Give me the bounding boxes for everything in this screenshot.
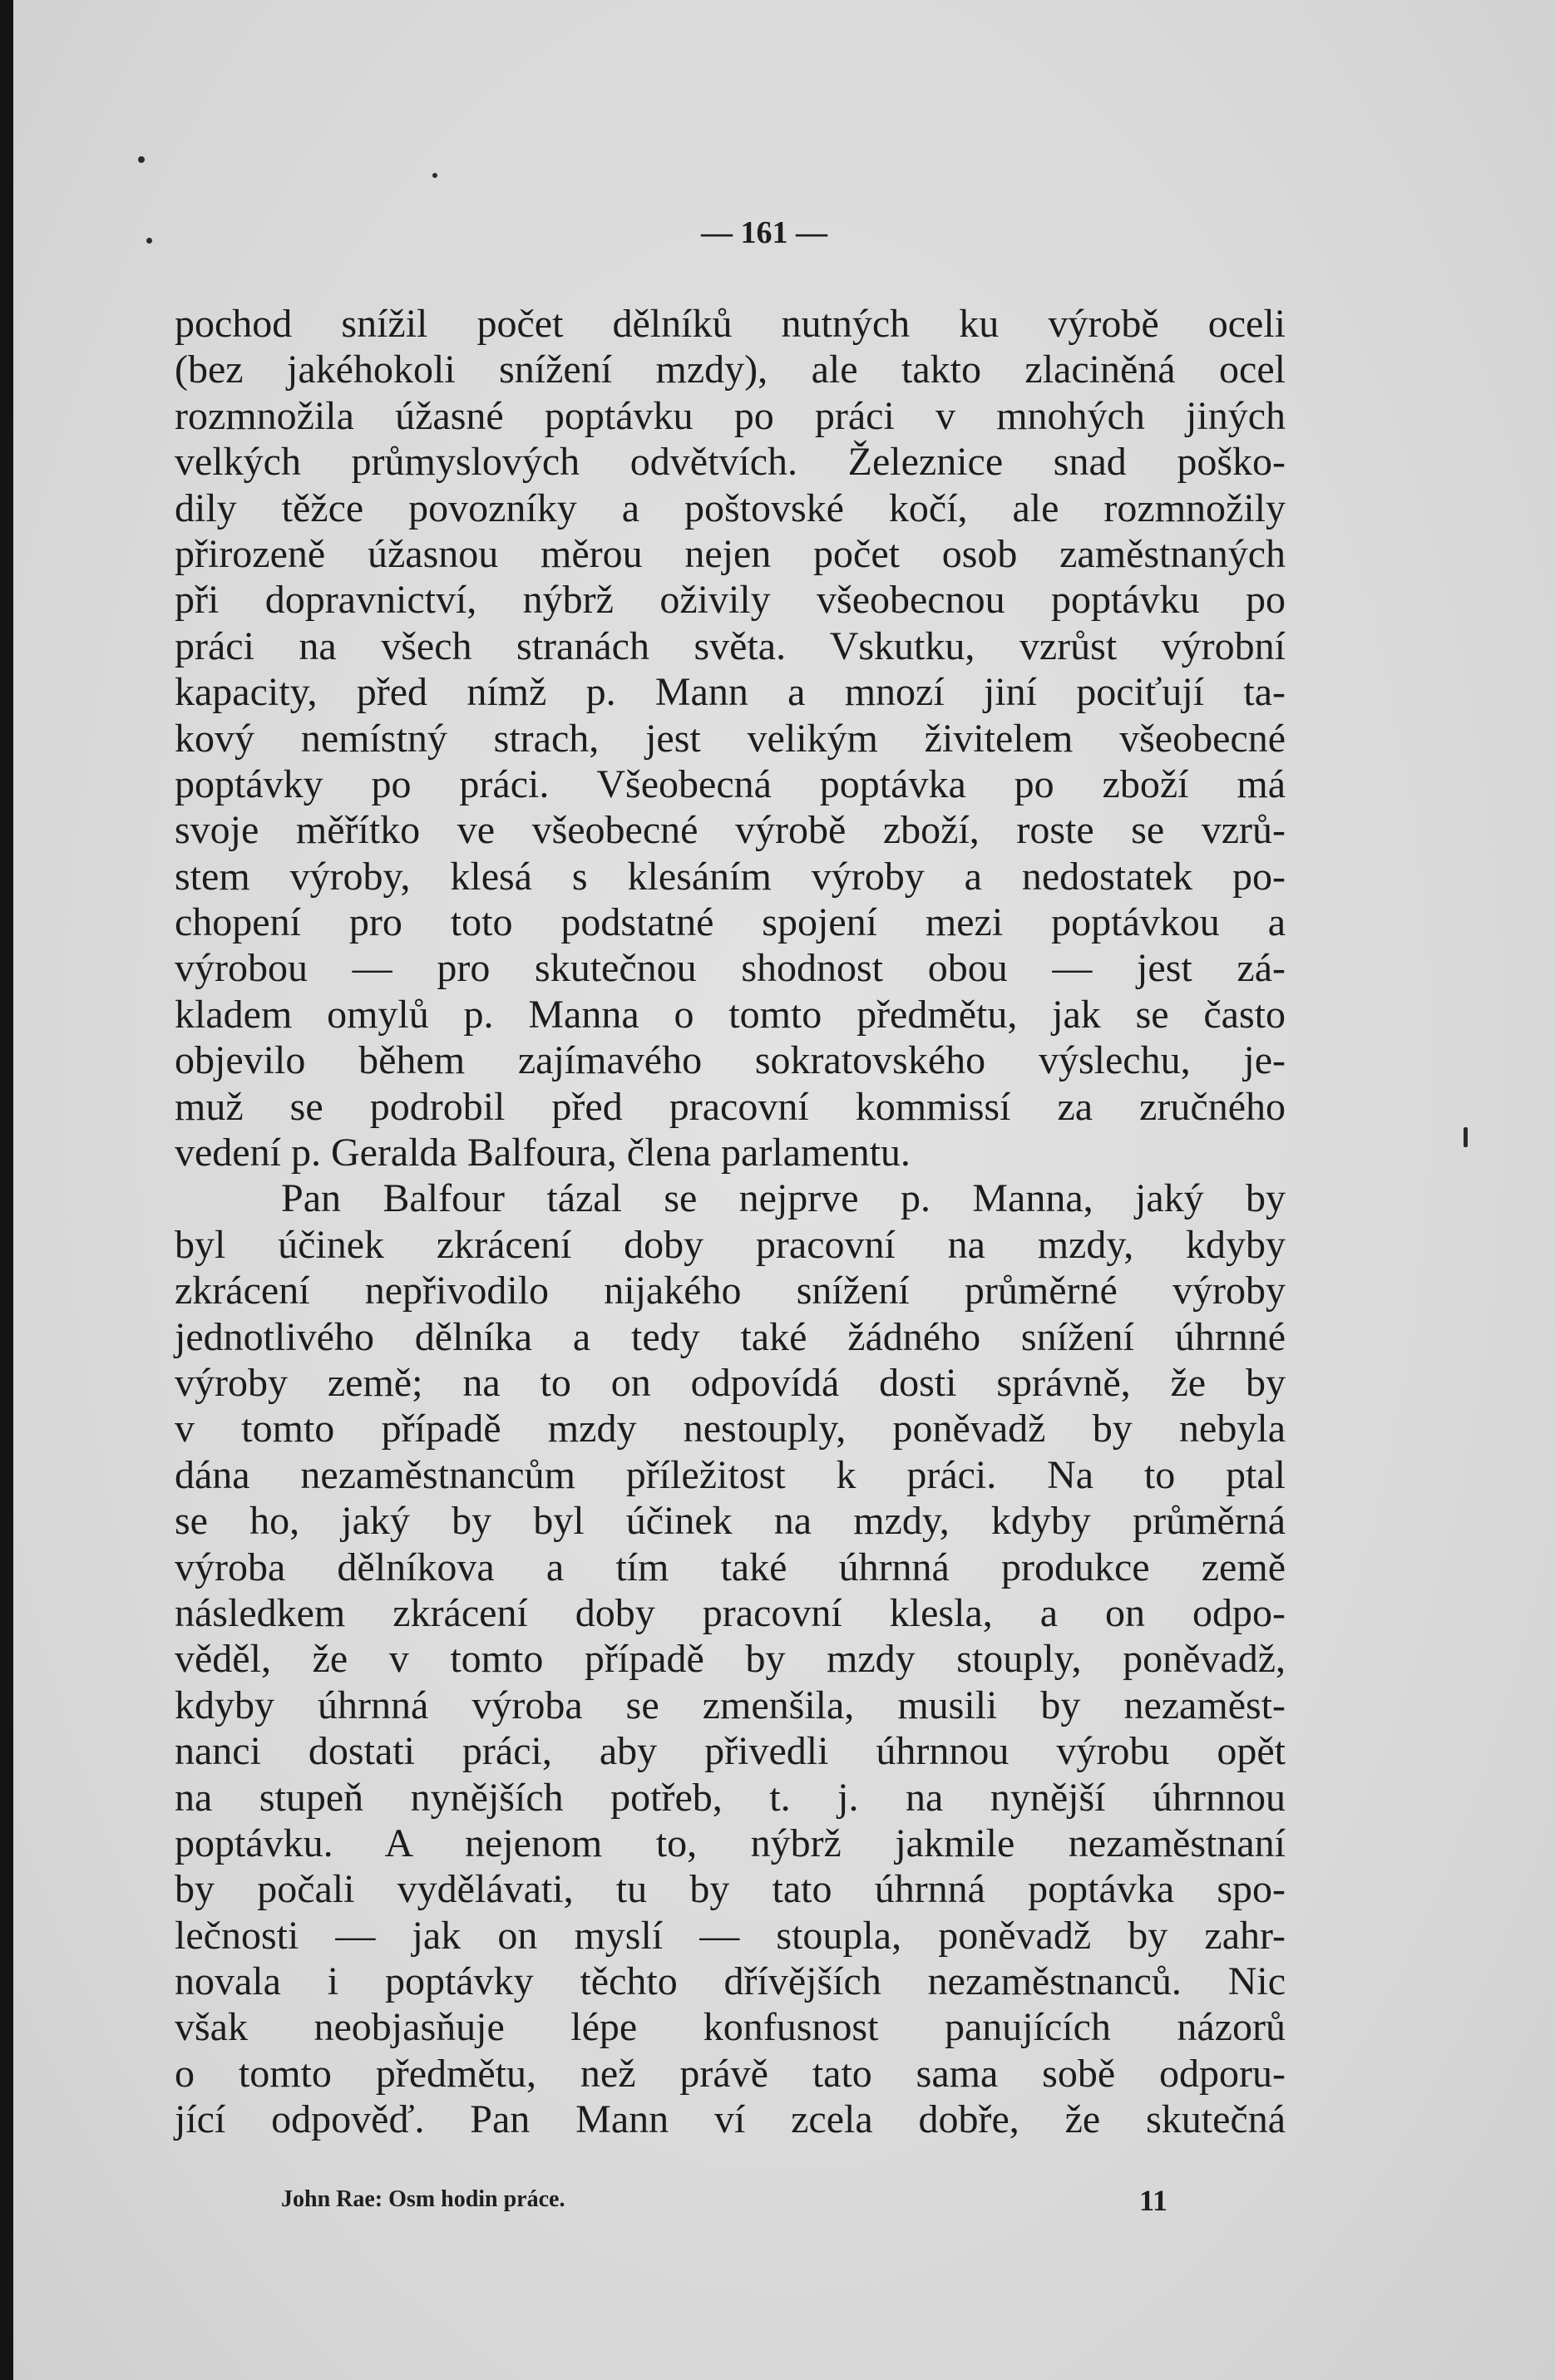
text-line: práci na všech stranách světa. Vskutku, vzrůst výrobní <box>175 623 1286 668</box>
text-line: však neobjasňuje lépe konfusnost panujících názorů <box>175 2005 1286 2050</box>
text-line: stem výroby, klesá s klesáním výroby a nedostatek po- <box>175 854 1286 899</box>
text-line: výrobou — pro skutečnou shodnost obou — jest zá- <box>175 946 1286 991</box>
text-line: (bez jakéhokoli snížení mzdy), ale takto zlaciněná ocel <box>175 347 1286 392</box>
text-line: lečnosti — jak on myslí — stoupla, poněvadž by zahr- <box>175 1913 1286 1958</box>
text-line: poptávky po práci. Všeobecná poptávka po zboží má <box>175 761 1286 806</box>
page-number: — 161 — <box>701 215 827 250</box>
text-line: kdyby úhrnná výroba se zmenšila, musili by nezaměst- <box>175 1683 1286 1727</box>
text-line: dána nezaměstnancům příležitost k práci. Na to ptal <box>175 1452 1286 1497</box>
text-line: v tomto případě mzdy nestouply, poněvadž by nebyla <box>175 1407 1286 1451</box>
text-line: kový nemístný strach, jest velikým živitelem všeobecné <box>175 716 1286 761</box>
text-line: by počali vydělávati, tu by tato úhrnná poptávka spo- <box>175 1867 1286 1912</box>
text-line: jednotlivého dělníka a tedy také žádného snížení úhrnné <box>175 1314 1286 1359</box>
text-line: novala i poptávky těchto dřívějších nezaměstnanců. Nic <box>175 1959 1286 2004</box>
text-line: vedení p. Geralda Balfoura, člena parlamentu. <box>175 1131 911 1175</box>
text-line: velkých průmyslových odvětvích. Železnice snad poško- <box>175 440 1286 485</box>
text-line: byl účinek zkrácení doby pracovní na mzdy, kdyby <box>175 1222 1286 1267</box>
text-line: pochod snížil počet dělníků nutných ku výrobě oceli <box>175 302 1286 346</box>
text-line: věděl, že v tomto případě by mzdy stouply, poněvadž, <box>175 1637 1286 1682</box>
text-line: Pan Balfour tázal se nejprve p. Manna, jaký by <box>281 1176 1286 1221</box>
text-line: následkem zkrácení doby pracovní klesla, a on odpo- <box>175 1590 1286 1635</box>
body-text <box>175 301 1286 2143</box>
text-line: objevilo během zajímavého sokratovského výslechu, je- <box>175 1038 1286 1083</box>
text-line: o tomto předmětu, než právě tato sama sobě odporu- <box>175 2051 1286 2096</box>
text-line: kladem omylů p. Manna o tomto předmětu, jak se často <box>175 992 1286 1037</box>
text-line: kapacity, před nímž p. Mann a mnozí jiní pociťují ta- <box>175 670 1286 715</box>
signature-mark: 11 <box>1138 2184 1167 2217</box>
text-line: přirozeně úžasnou měrou nejen počet osob zaměstnaných <box>175 531 1286 576</box>
text-line: chopení pro toto podstatné spojení mezi poptávkou a <box>175 900 1286 945</box>
text-line: dily těžce povozníky a poštovské kočí, ale rozmnožily <box>175 485 1286 530</box>
text-line: jící odpověď. Pan Mann ví zcela dobře, že skutečná <box>175 2097 1286 2142</box>
text-line: při dopravnictví, nýbrž oživily všeobecnou poptávku po <box>175 578 1286 623</box>
page-footer <box>281 2184 1167 2217</box>
text-line: zkrácení nepřivodilo nijakého snížení průměrné výroby <box>175 1269 1286 1313</box>
text-line: se ho, jaký by byl účinek na mzdy, kdyby průměrná <box>175 1499 1286 1544</box>
text-line: výroby země; na to on odpovídá dosti správně, že by <box>175 1360 1286 1405</box>
running-title: John Rae: Osm hodin práce. <box>281 2186 565 2212</box>
ink-speck <box>1464 1127 1468 1147</box>
text-line: výroba dělníkova a tím také úhrnná produkce země <box>175 1545 1286 1589</box>
text-line: rozmnožila úžasné poptávku po práci v mnohých jiných <box>175 393 1286 438</box>
text-line: svoje měřítko ve všeobecné výrobě zboží, roste se vzrů- <box>175 808 1286 853</box>
text-line: nanci dostati práci, aby přivedli úhrnnou výrobu opět <box>175 1729 1286 1774</box>
ink-speck <box>432 173 437 178</box>
text-line: na stupeň nynějších potřeb, t. j. na nynější úhrnnou <box>175 1775 1286 1820</box>
text-line: poptávku. A nejenom to, nýbrž jakmile nezaměstnaní <box>175 1821 1286 1865</box>
ink-speck <box>138 156 145 163</box>
text-line: muž se podrobil před pracovní kommissí za zručného <box>175 1084 1286 1129</box>
